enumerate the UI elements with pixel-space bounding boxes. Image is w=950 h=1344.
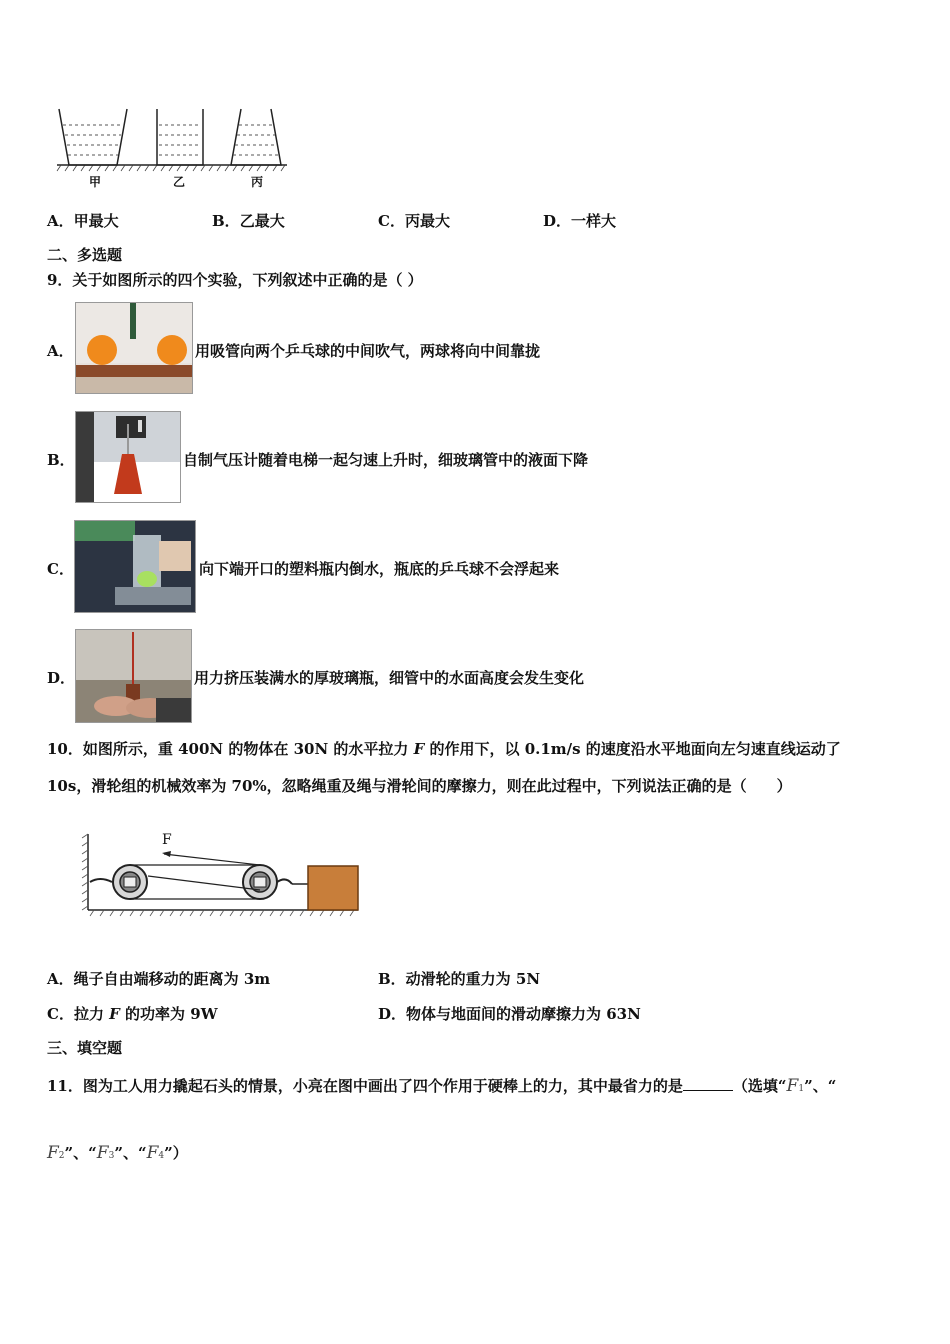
option-text: 一样大	[571, 212, 617, 230]
q10-force-symbol: F	[109, 1005, 120, 1023]
q11-stem-line2	[47, 1143, 188, 1166]
q9-option-a-key: A．	[47, 342, 74, 360]
answer-blank[interactable]	[683, 1076, 733, 1091]
q8-option-d	[543, 211, 616, 231]
q11-stem-line1	[47, 1076, 836, 1099]
q8-option-a	[47, 211, 119, 231]
containers-figure	[55, 103, 295, 193]
q9-option-d-key: D．	[47, 669, 76, 687]
q9-stem: 9．关于如图所示的四个实验，下列叙述中正确的是（ ）	[47, 271, 423, 289]
container-label-bing: 丙	[251, 175, 264, 189]
force-symbol-f3: F3	[96, 1143, 115, 1163]
q10-text: 的作用下，以 0.1m/s 的速度沿水平地面向左匀速直线运动了	[424, 740, 841, 758]
q10-text: 的功率为 9W	[119, 1005, 218, 1023]
q9-option-a-text: 用吸管向两个乒乓球的中间吹气，两球将向中间靠拢	[195, 342, 541, 360]
q9-option-d-text: 用力挤压装满水的厚玻璃瓶，细管中的水面高度会发生变化	[194, 669, 585, 687]
option-key: C．	[378, 212, 405, 230]
q9-option-c-key: C．	[47, 560, 74, 578]
force-symbol-f2: F2	[47, 1143, 65, 1163]
option-text: 丙最大	[404, 212, 450, 230]
force-symbol-f1: F1	[786, 1076, 805, 1096]
barometer-image	[76, 412, 180, 502]
q9-photo-plastic-bottle	[74, 520, 196, 613]
q10-text: C．拉力	[47, 1005, 110, 1023]
q11-text: 11．图为工人用力撬起石头的情景，小亮在图中画出了四个作用于硬棒上的力，其中最省力的是	[47, 1077, 683, 1095]
q9-photo-glass-bottle	[75, 629, 192, 723]
q10-option-c	[47, 1004, 218, 1024]
q10-option-a: A．绳子自由端移动的距离为 3m	[47, 970, 271, 988]
q11-text: ”）	[164, 1144, 188, 1162]
option-text: 甲最大	[73, 212, 119, 230]
container-label-jia: 甲	[89, 175, 102, 189]
section-heading-multiple-choice: 二、多选题	[47, 246, 123, 264]
option-key: D．	[543, 212, 572, 230]
plastic-bottle-image	[75, 521, 195, 612]
option-key: B．	[212, 212, 240, 230]
pulley-system-svg	[80, 830, 362, 920]
q11-separator: ”、“	[114, 1144, 147, 1162]
q8-option-c	[378, 211, 450, 231]
force-label-f: F	[162, 832, 172, 848]
option-key: A．	[47, 212, 74, 230]
container-label-yi: 乙	[173, 175, 186, 189]
q9-option-b-text: 自制气压计随着电梯一起匀速上升时，细玻璃管中的液面下降	[183, 451, 589, 469]
q8-option-b	[212, 211, 285, 231]
q9-option-c-text: 向下端开口的塑料瓶内倒水，瓶底的乒乓球不会浮起来	[199, 560, 560, 578]
q10-force-symbol: F	[413, 740, 425, 758]
q11-separator: ”、“	[64, 1144, 97, 1162]
q10-stem-line1	[47, 739, 841, 759]
q11-separator: ”、“	[804, 1077, 837, 1095]
glass-bottle-image	[76, 630, 191, 722]
q10-stem-line2: 10s，滑轮组的机械效率为 70%，忽略绳重及绳与滑轮间的摩擦力，则在此过程中，下列说法正确的是（ ）	[47, 777, 792, 795]
q11-text: （选填“	[732, 1077, 787, 1095]
q9-photo-barometer-elevator	[75, 411, 181, 503]
q9-photo-ping-pong-balls	[75, 302, 193, 394]
pulley-system-figure	[80, 830, 362, 920]
q10-text: 10．如图所示，重 400N 的物体在 30N 的水平拉力	[47, 740, 414, 758]
q10-option-d: D．物体与地面间的滑动摩擦力为 63N	[378, 1005, 641, 1023]
ping-pong-balls-image	[76, 303, 192, 393]
q10-option-b: B．动滑轮的重力为 5N	[378, 970, 541, 988]
q9-option-b-key: B．	[47, 451, 75, 469]
option-text: 乙最大	[239, 212, 285, 230]
section-heading-fill-in: 三、填空题	[47, 1039, 123, 1057]
force-symbol-f4: F4	[146, 1143, 165, 1163]
